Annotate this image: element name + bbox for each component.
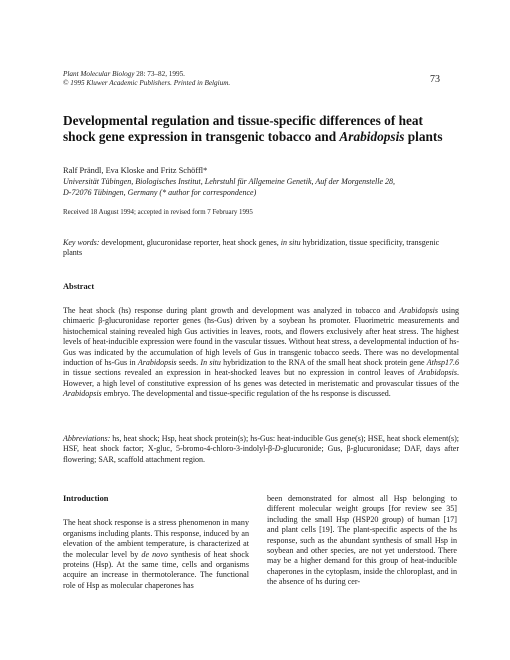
- abstract-text: in tissue sections revealed an expression in heat-shocked leaves but no expression in control leaves of: [63, 368, 419, 378]
- intro-text: The heat shock response is a stress phenomenon in many organisms including plants. This response, induced by an elevation of the ambient temperature, is characterized at the molecular level by: [63, 518, 249, 559]
- abstract-text: hybridization to the RNA of the small heat shock protein gene: [220, 358, 427, 368]
- keywords-text: development, glucuronidase reporter, heat shock genes,: [99, 238, 281, 247]
- affiliation: [63, 177, 463, 198]
- abstract-body: [63, 306, 459, 400]
- abstract-text: embryo. The developmental and tissue-specific regulation of the hs response is discussed.: [101, 389, 391, 399]
- article-title: [63, 113, 453, 144]
- right-column: been demonstrated for almost all Hsp belonging to different molecular weight groups [for review see 35] including the small Hsp (HSP20 group) of human [17] and plant cells [19]. The plant-specific aspects of the hs response, such as the abundant synthesis of small Hsp in soybean and other species, are not yet understood. There may be a higher demand for this group of heat-inducible chaperones in the cytoplasm, inside the chloroplast, and in the absence of hs during cer-: [267, 494, 457, 587]
- abbreviations: [63, 434, 459, 465]
- abstract-italic: Arabidopsis: [63, 389, 102, 399]
- abstract-italic: Arabidopsis: [418, 368, 457, 378]
- keywords-italic: in situ: [280, 238, 301, 247]
- keywords-label: Key words:: [63, 238, 100, 247]
- authors: Ralf Prändl, Eva Kloske and Fritz Schöffl*: [63, 166, 208, 175]
- left-column: [63, 494, 249, 591]
- keywords-text-end: hybridization, tissue specificity, transgenic plants: [63, 238, 440, 258]
- affiliation-line-2: D-72076 Tübingen, Germany (* author for correspondence): [63, 187, 257, 197]
- keywords: [63, 238, 458, 259]
- abbreviations-label: Abbreviations:: [63, 434, 111, 443]
- title-italic: Arabidopsis: [339, 128, 405, 144]
- title-text: Developmental regulation and tissue-specific differences of heat shock gene expression in transgenic tobacco and: [63, 113, 423, 144]
- abstract-italic: In situ: [200, 358, 221, 368]
- abbreviations-text-end: -glucuronide; Gus, β-glucuronidase; DAF, days after flowering; SAR, scaffold attachment region.: [63, 444, 460, 464]
- received-dates: Received 18 August 1994; accepted in revised form 7 February 1995: [63, 209, 253, 216]
- abbreviations-text: hs, heat shock; Hsp, heat shock protein(s); hs-Gus: heat-inducible Gus gene(s); HSE, heat shock element(s); HSF, heat shock factor; X-gluc, 5-bromo-4-chloro-3-indolyl-β-: [63, 434, 459, 454]
- abstract-text: using chimaeric β-glucuronidase reporter genes (hs-Gus) driven by a soybean hs promoter. Fluorimetric measurements and histochemical staining revealed high Gus activities in leaves, roots, and flowers exclusively after heat stress. The highest levels of heat-inducible expression were found in the vascular tissues. Without heat stress, a developmental induction of hs-Gus was indicated by the accumulation of high levels of Gus in transgenic tobacco seeds. There was no developmental induction of hs-Gus in: [63, 306, 459, 368]
- title-text-end: plants: [404, 128, 443, 144]
- journal-citation: 28: 73–82, 1995.: [136, 70, 185, 78]
- abstract-italic: Arabidopsis: [399, 306, 438, 315]
- introduction-heading: Introduction: [63, 494, 109, 503]
- running-head: [63, 70, 230, 87]
- abstract-text: The heat shock (hs) response during plant growth and development was analyzed in tobacco and: [63, 306, 400, 315]
- abstract-text: . However, a high level of constitutive expression of hs genes was detected in meristematic and provascular tissues of the: [63, 368, 459, 388]
- intro-italic: de novo: [141, 549, 168, 559]
- journal-name: Plant Molecular Biology: [63, 70, 135, 78]
- abstract-italic: Athsp17.6: [426, 358, 459, 368]
- abbreviations-italic: D: [274, 444, 281, 454]
- abstract-text: seeds.: [176, 358, 201, 368]
- copyright-line: © 1995 Kluwer Academic Publishers. Printed in Belgium.: [63, 78, 231, 87]
- affiliation-line-1: Universität Tübingen, Biologisches Institut, Lehrstuhl für Allgemeine Genetik, Auf der Morgenstelle 28,: [63, 177, 396, 186]
- abstract-heading: Abstract: [63, 282, 95, 291]
- intro-text-end: synthesis of heat shock proteins (Hsp). At the same time, cells and organisms acquire an increase in thermotolerance. The functional role of Hsp as molecular chaperones has: [63, 549, 249, 590]
- page-number: 73: [430, 74, 440, 85]
- abstract-italic: Arabidopsis: [137, 358, 177, 368]
